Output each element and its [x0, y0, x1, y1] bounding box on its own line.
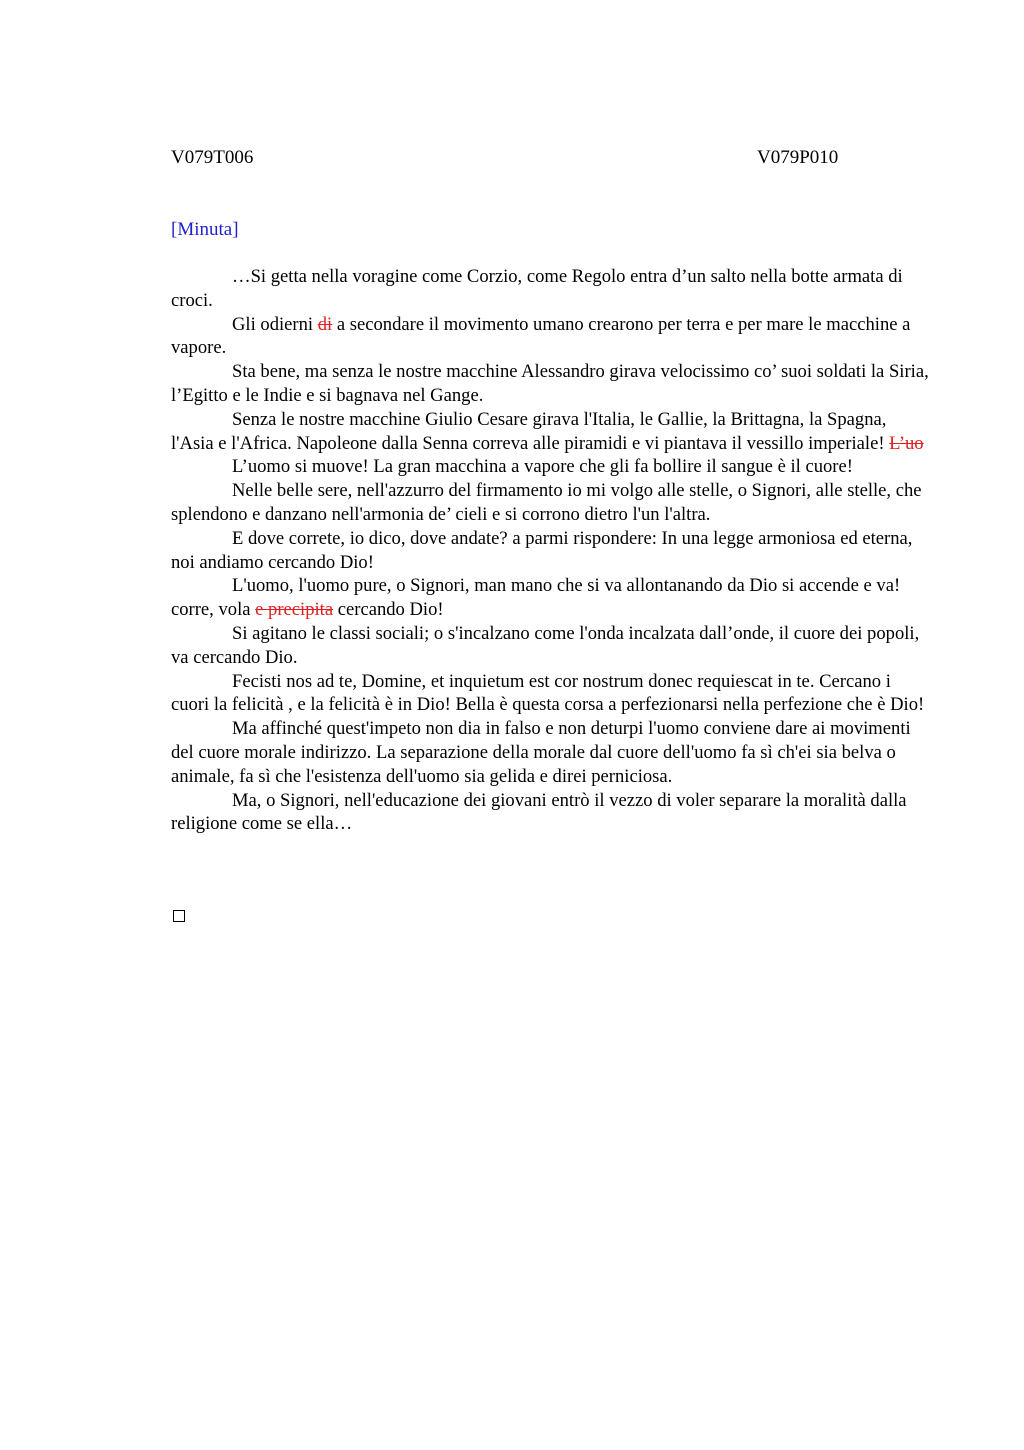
body-paragraph	[171, 360, 931, 408]
body-paragraph	[171, 408, 931, 456]
body-paragraph	[171, 789, 931, 837]
paragraph-text: L'uomo, l'uomo pure, o Signori, man mano che si va allontanando da Dio si accende e va! corre, vola	[171, 575, 901, 621]
body-paragraph	[171, 313, 931, 361]
paragraph-text: E dove correte, io dico, dove andate? a parmi rispondere: In una legge armoniosa ed eterna, noi andiamo cercando Dio!	[171, 527, 913, 573]
paragraph-text: cercando Dio!	[333, 599, 444, 621]
paragraph-text: L’uomo si muove! La gran macchina a vapore che gli fa bollire il sangue è il cuore!	[232, 456, 853, 478]
body-paragraph	[171, 479, 931, 527]
paragraph-text: Sta bene, ma senza le nostre macchine Alessandro girava velocissimo co’ suoi soldati la Siria, l’Egitto e le Indie e si bagnava nel Gange.	[171, 361, 929, 406]
paragraph-text: Ma, o Signori, nell'educazione dei giovani entrò il vezzo di voler separare la moralità dalla religione come se ella…	[171, 789, 907, 835]
body-paragraph	[171, 622, 931, 670]
paragraph-text: Fecisti nos ad te, Domine, et inquietum est cor nostrum donec requiescat in te. Cercano i cuori la felicità , e la felicità è in Dio! Bella è questa corsa a perfezionarsi nella perfezione che è Dio!	[171, 670, 925, 716]
paragraph-text: Nelle belle sere, nell'azzurro del firmamento io mi volgo alle stelle, o Signori, alle stelle, che splendono e danzano nell'armonia de’ cieli e si corrono dietro l'un l'altra.	[171, 480, 922, 525]
body-paragraph	[171, 527, 931, 575]
document-code-right: V079P010	[757, 147, 839, 168]
body-paragraph	[171, 574, 931, 622]
body-paragraph	[171, 670, 931, 718]
paragraph-text: Ma affinché quest'impeto non dia in falso e non deturpi l'uomo conviene dare ai movimenti del cuore morale indirizzo. La separazione della morale dal cuore dell'uomo fa sì ch'ei sia belva o animale, fa sì che l'esistenza dell'uomo sia gelida e direi perniciosa.	[171, 718, 911, 787]
deleted-text: di	[317, 313, 333, 335]
body-paragraph	[171, 455, 931, 479]
deleted-text: e precipita	[255, 599, 334, 621]
paragraph-text: Si agitano le classi sociali; o s'incalzano come l'onda incalzata dall’onde, il cuore dei popoli, va cercando Dio.	[171, 622, 920, 668]
body-paragraph	[171, 717, 931, 788]
paragraph-text: a secondare il movimento umano crearono per terra e per mare le macchine a vapore.	[171, 313, 911, 359]
document-code-left: V079T006	[171, 147, 254, 168]
paragraph-text: …Si getta nella voragine come Corzio, come Regolo entra d’un salto nella botte armata di croci.	[171, 266, 903, 311]
deleted-text: L’uo	[889, 432, 924, 454]
section-label: [Minuta]	[171, 219, 239, 240]
body-paragraph	[171, 265, 931, 313]
document-body	[171, 265, 931, 836]
empty-square-icon	[173, 910, 185, 922]
paragraph-text: Senza le nostre macchine Giulio Cesare girava l'Italia, le Gallie, la Brittagna, la Spagna, l'Asia e l'Africa. Napoleone dalla Senna correva alle piramidi e vi piantava il vessillo imperiale!	[171, 408, 890, 454]
paragraph-text: Gli odierni	[232, 313, 318, 335]
